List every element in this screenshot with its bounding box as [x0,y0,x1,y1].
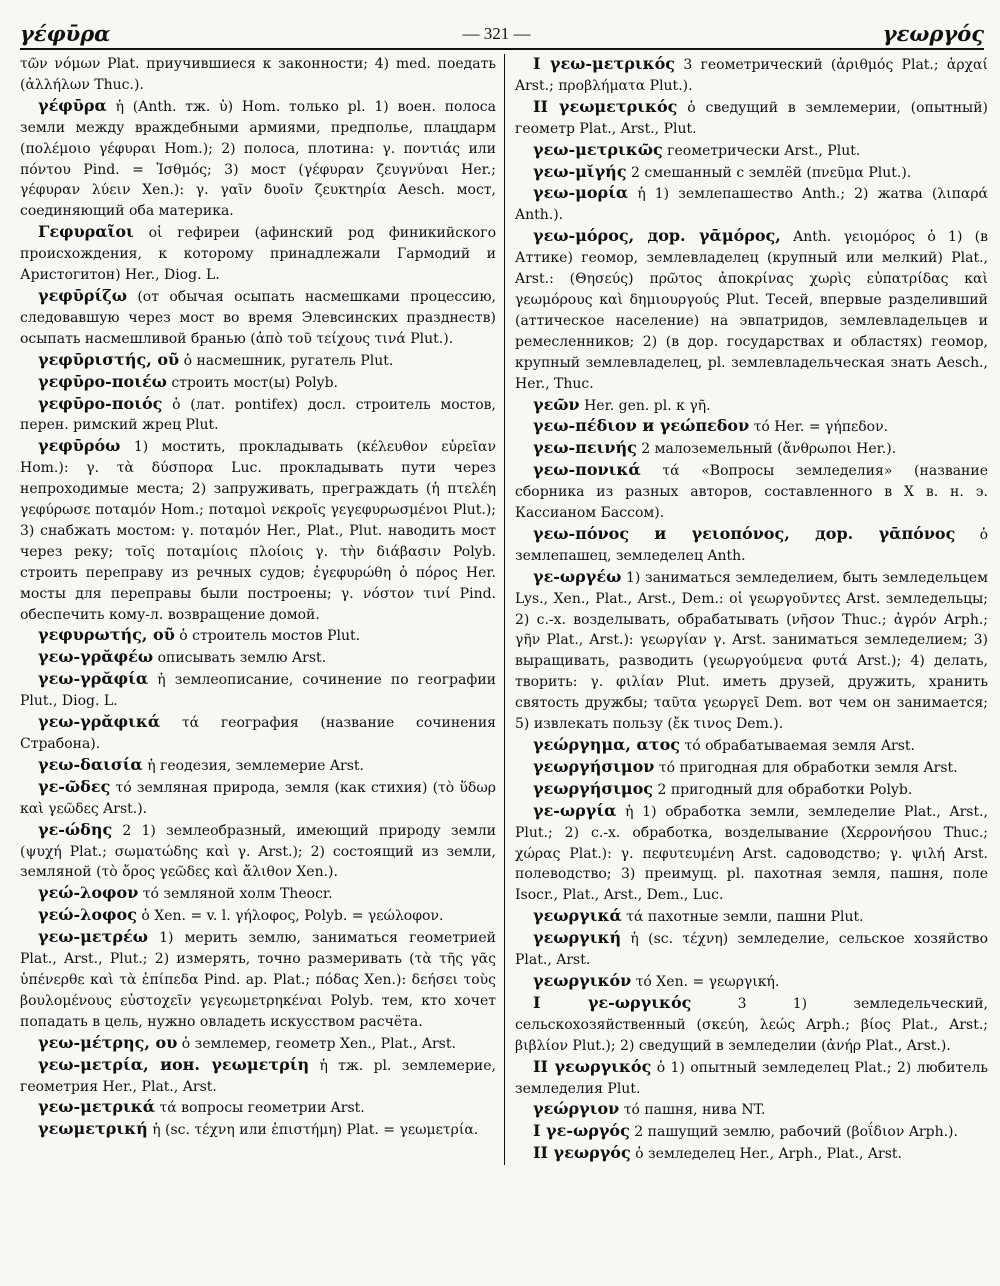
entry-headword: γεωργήσιμον [533,756,655,776]
entry-headword: I γε-ωργικός [533,992,692,1012]
dictionary-entry [20,647,496,669]
dictionary-entry [515,567,988,735]
dictionary-entry [515,183,988,226]
entry-definition: τό пригодная для обработки земля Arst. [658,759,958,776]
entry-definition: ἡ тж. pl. землемерие, геометрия Her., Plat., Arst. [20,1057,496,1095]
entry-headword: γεωργικά [533,906,622,926]
entry-definition: ἡ (sc. τέχνη или ἐπιστήμη) Plat. = γεωμετρία. [152,1122,479,1139]
entry-headword: γε-ωργέω [533,566,622,586]
entry-headword: γεφῡρόω [38,436,121,456]
dictionary-entry [20,669,496,712]
dictionary-entry [20,927,496,1033]
dictionary-entry [515,928,988,971]
header-last-word: γεωργός [882,21,984,46]
entry-definition: ἡ (sc. τέχνη) земледелие, сельское хозяйство Plat., Arst. [515,931,988,969]
dictionary-entry [515,801,988,907]
entry-definition: ὁ насмешник, ругатель Plut. [183,352,394,369]
dictionary-entry [20,777,496,820]
dictionary-entry [515,226,988,394]
entry-definition: ὁ строитель мостов Plut. [179,628,361,645]
entry-headword: γεω-γρᾰφικά [38,712,161,732]
entry-definition: οἱ гефиреи (афинский род финикийского происхождения, к которому принадлежали Гармодий и Аристогитон) Her., Diog. L. [20,225,496,284]
entry-definition: 2 пашущий землю, рабочий (βοΐδιον Arph.). [634,1124,958,1141]
entry-definition: ἡ геодезия, землемерие Arst. [147,757,364,774]
entry-definition: 3 1) земледельческий, сельскохозяйственный (σκεύη, λεώς Arph.; βίος Plat., Arst.; βιβλίον Plut.); 2) сведущий в земледелии (ἀνήρ Plat., Arst.). [515,995,988,1054]
entry-headword: γε-ῶδες [38,776,111,796]
entry-headword: γε-ωργία [533,800,617,820]
dictionary-entry [515,162,988,184]
entry-definition: τό земляная природа, земля (как стихия) (τὸ ὕδωρ καὶ γεῶδες Arst.). [20,779,497,817]
entry-headword: γεω-μορία [533,183,629,203]
entry-definition: ὁ 1) опытный земледелец Plat.; 2) любитель земледелия Plut. [515,1059,988,1097]
entry-definition: ὁ землемер, геометр Xen., Plat., Arst. [181,1035,456,1052]
entry-headword: γεω-πέδιον и γεώπεδον [533,416,750,436]
dictionary-entry [20,820,496,884]
dictionary-entry [20,96,496,222]
dictionary-entry [20,905,496,927]
entry-headword: γεω-μετρικά [38,1097,156,1117]
dictionary-entry [20,54,496,96]
entry-headword: γεφῡρο-ποιέω [38,371,167,391]
entry-headword: γεώργημα, ατος [533,735,681,754]
entry-headword: γεω-πόνος и γειοπόνος, дор. γᾱπόνος [533,523,956,543]
entry-definition: геометрически Arst., Plut. [667,142,861,159]
entry-definition: ὁ (лат. pontifex) досл. строитель мостов, перен. римский жрец Plut. [20,396,496,434]
dictionary-entry [20,1055,496,1098]
entry-headword: I γεω-μετρικός [533,54,676,73]
dictionary-entry [20,286,496,350]
entry-headword: γεω-μέτρης, ου [38,1032,178,1052]
entry-definition: ὁ Xen. = v. l. γήλοφος, Polyb. = γεώλοφον. [141,908,444,925]
entry-definition: τό пашня, нива NT. [623,1102,766,1119]
entry-definition: 2 малоземельный (ἄνθρωποι Her.). [641,441,897,458]
dictionary-entry [20,712,496,755]
dictionary-entry [515,460,988,524]
entry-headword: I γε-ωργός [533,1121,630,1141]
dictionary-entry [20,350,496,372]
entry-headword: γεφῡρίζω [38,285,127,305]
entry-headword: γεωργήσιμος [533,778,654,798]
dictionary-entry [515,757,988,779]
dictionary-entry [515,735,988,757]
entry-headword: γεω-γρᾰφέω [38,647,154,667]
dictionary-entry [515,1143,988,1165]
dictionary-entry [515,395,988,417]
dictionary-entry [20,222,496,286]
dictionary-entry [20,625,496,647]
dictionary-entry [20,436,496,625]
entry-headword: γεφυρωτής, οῦ [38,625,175,645]
entry-definition: Anth. γειομόρος ὁ 1) (в Аттике) геомор, землевладелец (крупный или мелкий) Plat., Arst.: (Θησεύς) πρῶτος ἀποκρίνας χωρὶς εὐπατρίδας καὶ γεωμόρους καὶ δημιουργούς Plut. Тесей, впервые разделивший (аттическое население) на эвпатридов, землевладельцев и ремесленников; 2) (в дор. государствах и областях) геомор, крупный землевладелец, pl. землевладельческая знать Aesch., Her., Thuc. [515,229,989,392]
entry-headword: γέφῡρα [38,95,107,115]
entry-headword: γεω-μετρέω [38,927,148,947]
dictionary-entry [20,1119,496,1141]
entry-headword: γεω-μῐγής [533,161,627,181]
entry-headword: γεω-πονικά [533,460,641,480]
dictionary-entry [515,524,988,567]
entry-headword: II γεωργός [533,1143,631,1163]
dictionary-entry [515,1121,988,1143]
entry-definition: 2 смешанный с землёй (πνεῦμα Plut.). [631,164,912,181]
dictionary-entry [515,779,988,801]
entry-headword: γεῶν [533,394,580,414]
entry-headword: γεφῡρο-ποιός [38,393,163,413]
dictionary-entry [20,1097,496,1119]
dictionary-entry [20,394,496,437]
entry-headword: γεώ-λοφον [38,883,139,903]
entry-definition: ἡ 1) землепашество Anth.; 2) жатва (λιπαρά Anth.). [515,186,989,224]
entry-definition: 2 пригодный для обработки Polyb. [657,781,913,798]
dictionary-entry [515,97,988,140]
entry-definition: строить мост(ы) Polyb. [171,374,338,391]
dictionary-entry [515,906,988,928]
dictionary-entry [515,140,988,162]
dictionary-entry [20,883,496,905]
dictionary-entry [20,1033,496,1055]
entry-headword: γεω-μετρικῶς [533,139,663,159]
entry-definition: 3 геометрический (ἀριθμός Plat.; ἀρχαί Arst.; προβλήματα Plut.). [515,57,988,94]
entry-headword: γεφῡριστής, οῦ [38,349,180,369]
entry-definition: ὁ сведущий в землемерии, (опытный) геометр Plat., Arst., Plut. [515,99,988,137]
entry-headword: γεω-πεινής [533,438,637,458]
columns [20,54,990,1165]
dictionary-entry [515,1099,988,1121]
entry-definition: ὁ землепашец, земледелец Anth. [515,526,989,564]
dictionary-entry [515,971,988,993]
dictionary-entry [515,416,988,438]
dictionary-entry [515,438,988,460]
entry-headword: γεωργική [533,928,622,948]
dictionary-entry [515,1057,988,1100]
entry-definition: τό Xen. = γεωργική. [635,973,780,990]
page-number: — 321 — [462,24,531,43]
dictionary-entry [515,993,988,1057]
entry-definition: 2 1) землеобразный, имеющий природу земли (ψυχή Plat.; σωματώδης καὶ γ. Arst.); 2) состоящий из земли, земляной (τὸ ὄρος γεῶδες καὶ ἄλιθον Xen.). [20,822,496,881]
entry-headword: γεωμετρική [38,1119,148,1139]
header-first-word: γέφῡρα [20,21,111,46]
entry-definition: τά вопросы геометрии Arst. [159,1100,365,1117]
entry-definition: τό Her. = γήπεδον. [753,419,889,436]
entry-definition: Her. gen. pl. к γῆ. [584,397,711,414]
dictionary-entry [20,372,496,394]
dictionary-entry [515,54,988,97]
entry-headword: γεω-γρᾰφία [38,669,149,689]
page-header [20,14,984,50]
entry-definition: 1) мерить землю, заниматься геометрией Plat., Arst., Plut.; 2) измерять, точно размеривать (τὰ τῆς γᾶς ὑπένερθε καὶ τὰ ἐπίπεδα Pind. ap. Plat.; πόδας Xen.): δεήσει τοὺς βουλομένους εὐστοχεῖν γεγεωμετρηκέναι Polyb. тем, кто хочет попадать в цель, нужно овладеть искусством расчёта. [20,930,496,1030]
entry-definition: ἡ (Anth. тж. ὑ) Hom. только pl. 1) воен. полоса земли между враждебными армиями, предполье, плацдарм (πολέμοιο γέφυραι Hom.); 2) полоса, плотина: γ. ποντιάς или πόντου Pind. = Ἰσθμός; 3) мост (γέφυραν ζευγνύναι Her.; γέφυραν λύειν Xen.): γ. γαῖν δυοῖν ζευκτηρία Aesch. мост, соединяющий оба материка. [20,98,496,220]
entry-definition: τά география (название сочинения Страбона). [20,715,496,752]
entry-headword: II γεωμετρικός [533,96,678,116]
entry-definition: ἡ 1) обработка земли, земледелие Plat., Arst., Plut.; 2) с.-х. обработка, возделывание (Χερρονήσου Thuc.; χώρας Plat.): γ. πεφυτευμένη Arst. садоводство; γ. ψιλή Arst. полеводство; 3) преимущ. pl. пахотная земля, пашня, поле Isocr., Plat., Arst., Dem., Luc. [515,803,988,904]
entry-definition: τό земляной холм Theocr. [142,886,333,903]
entry-definition: ὁ земледелец Her., Arph., Plat., Arst. [635,1146,902,1163]
entry-headword: γεω-μετρία, ион. γεωμετρίη [38,1054,310,1074]
entry-definition: τό обрабатываемая земля Arst. [684,738,916,754]
right-column [504,54,988,1165]
entry-headword: γεω-δαισία [38,754,143,774]
entry-definition: τά пахотные земли, пашни Plut. [626,909,864,926]
dictionary-entry [20,755,496,777]
entry-headword: γεω-μόρος, дор. γᾱμόρος, [533,226,781,246]
entry-headword: γεώργιον [533,1099,620,1119]
entry-headword: γε-ώδης [38,819,113,839]
entry-headword: Γεφυραῖοι [38,222,134,242]
entry-definition: 1) заниматься земледелием, быть земледельцем Lys., Xen., Plat., Arst., Dem.: οἱ γεωργοῦντες Arst. земледельцы; 2) с.-х. возделывать, обрабатывать (νῆσον Thuc.; ἀγρόν Arph.; γῆν Plat., Arst.): γεωργίαν γ. Arst. заниматься земледелием; 3) выращивать, разводить (γεωργούμενα φυτά Arst.); 4) делать, творить: γ. φιλίαν Plut. иметь друзей, дружить, хранить святость дружбы; ταῦτα γεωργεῖ Dem. вот чем он занимается; 5) извлекать пользу (ἔκ τινος Dem.). [515,569,988,733]
entry-definition: τά «Вопросы земледелия» (название сборника из разных авторов, составленного в X в. н. э. Кассианом Бассом). [515,463,989,522]
left-column [20,54,504,1165]
entry-headword: γεωργικόν [533,970,632,990]
entry-definition: 1) мостить, прокладывать (κέλευθον εὐρεῖαν Hom.): γ. τὰ δύσπορα Luc. прокладывать пути через непроходимые места; 2) запруживать, преграждать (ἡ πτελέη γεφύρωσε ποταμόν Hom.; ποταμοὶ νεκροῖς γεγεφυρωσμένοι Plut.); 3) снабжать мостом: γ. ποταμόν Her., Plat., Plut. наводить мост через реку; τοῖς ποταμίοις πλοίοις γ. τὴν διάβασιν Polyb. строить переправу из речных судов; ἐγεφυρώθη ὁ πόρος Her. мосты для переправы были построены; γ. νόστον τινί Pind. обеспечить кому-л. возвращение домой. [20,439,497,623]
entry-definition: ἡ землеописание, сочинение по географии Plut., Diog. L. [20,672,496,710]
entry-definition: τῶν νόμων Plat. приучившиеся к законности; 4) med. поедать (ἀλλήλων Thuc.). [20,56,496,93]
entry-headword: γεώ-λοφος [38,905,137,925]
entry-definition: описывать землю Arst. [157,650,327,667]
entry-headword: II γεωργικός [533,1056,652,1076]
entry-definition: (от обычая осыпать насмешками процессию, следовавшую через мост во время Элевсинских празднеств) осыпать насмешливой бранью (ἀπὸ τοῦ τείχους τινά Plut.). [20,288,497,347]
